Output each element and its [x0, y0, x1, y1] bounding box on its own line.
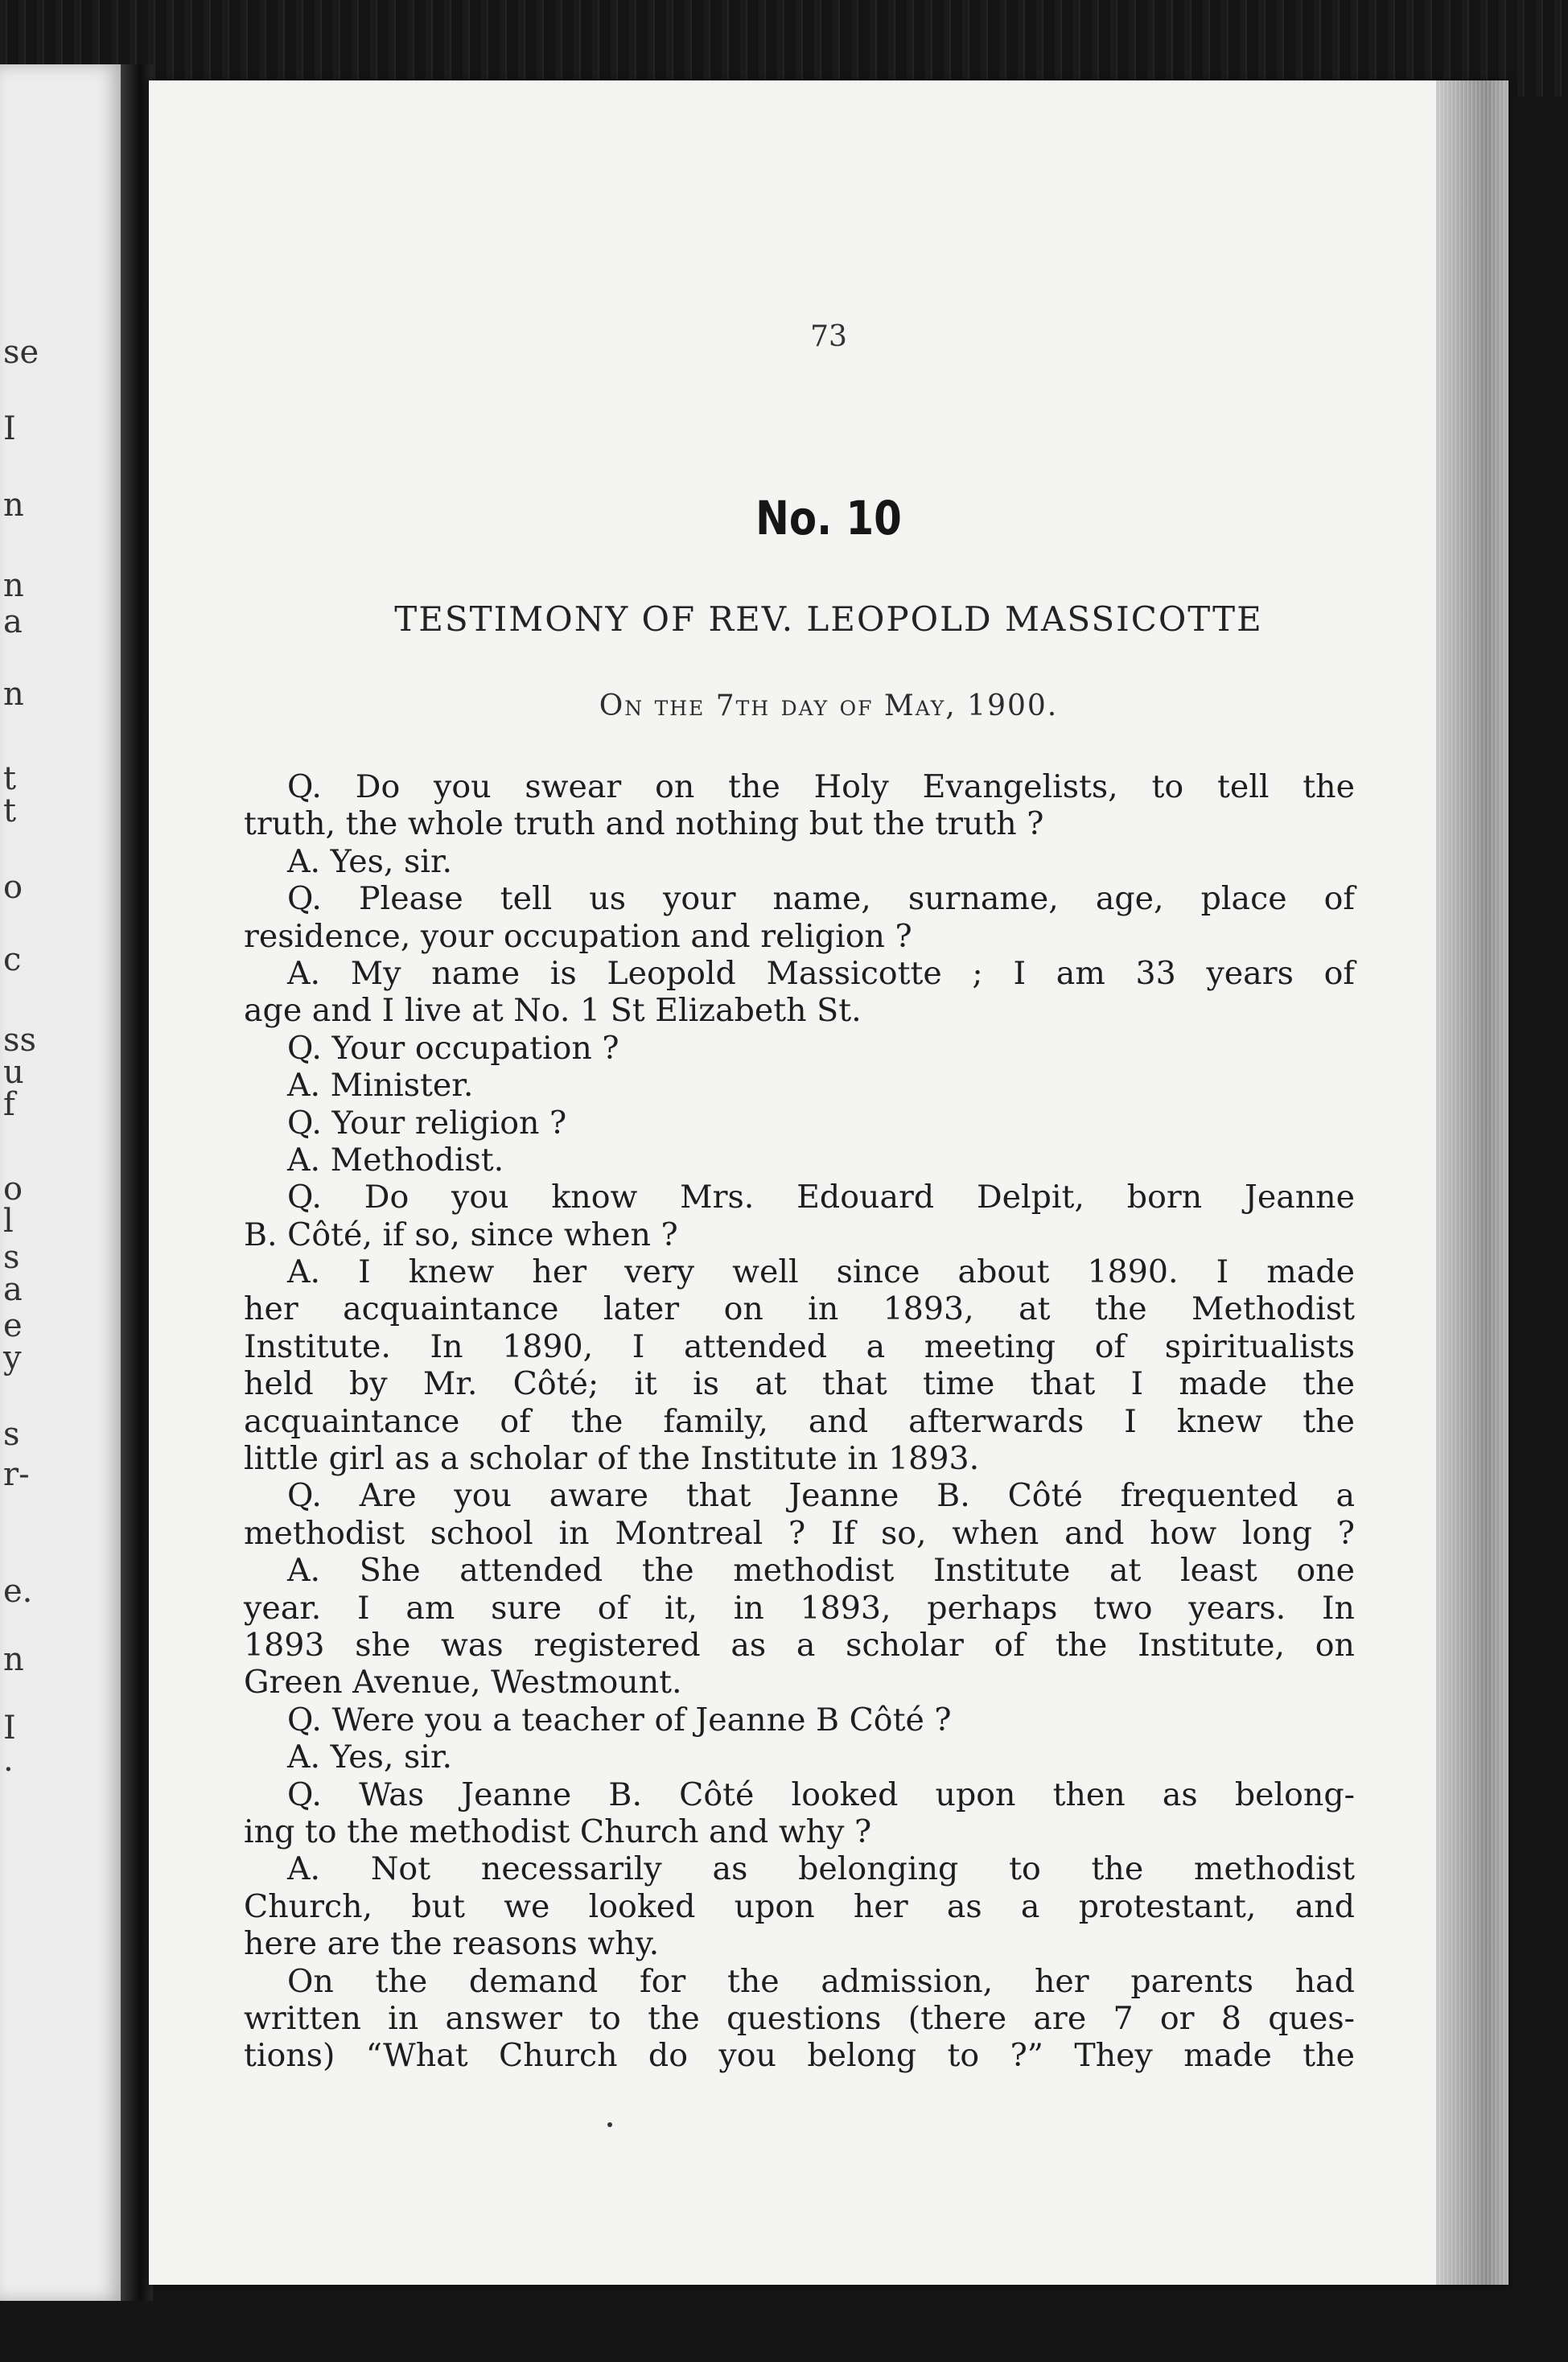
text-line: Institute. In 1890, I attended a meeting of spiritualists: [244, 1327, 1355, 1365]
text-line: A. Minister.: [287, 1067, 474, 1105]
text-line: Q. Are you aware that Jeanne B. Côté frequented a: [287, 1477, 1355, 1515]
date-line: On the 7th day of May, 1900.: [599, 689, 1059, 722]
text-line: Q. Do you swear on the Holy Evangelists, to tell the: [287, 768, 1355, 805]
text-line: Q. Do you know Mrs. Edouard Delpit, born Jeanne: [287, 1179, 1355, 1216]
adjacent-page-fragment: t: [3, 792, 17, 829]
adjacent-page-fragment: .: [3, 1742, 14, 1779]
text-line: acquaintance of the family, and afterwards I knew the: [244, 1402, 1355, 1440]
text-line: A. She attended the methodist Institute at least one: [287, 1552, 1355, 1590]
adjacent-page-fragment: s: [3, 1416, 20, 1453]
page-gutter: [121, 64, 153, 2301]
adjacent-page-fragment: n: [3, 1641, 24, 1678]
adjacent-page-fragment: u: [3, 1054, 24, 1091]
adjacent-page-fragment: o: [3, 1171, 23, 1208]
adjacent-page-fragment: I: [3, 410, 16, 447]
text-line: age and I live at No. 1 St Elizabeth St.: [244, 992, 862, 1030]
page-number: 73: [810, 320, 847, 353]
adjacent-page-fragment: l: [3, 1203, 14, 1240]
text-line: tions) “What Church do you belong to ?” They made the: [244, 2037, 1355, 2075]
adjacent-page-fragment: o: [3, 869, 23, 906]
text-line: A. Yes, sir.: [287, 842, 453, 880]
text-line: held by Mr. Côté; it is at that time that I made the: [244, 1365, 1355, 1403]
text-line: Q. Was Jeanne B. Côté looked upon then as belong-: [287, 1776, 1355, 1813]
text-line: truth, the whole truth and nothing but the truth ?: [244, 805, 1044, 843]
text-line: ing to the methodist Church and why ?: [244, 1813, 872, 1850]
text-line: here are the reasons why.: [244, 1925, 660, 1963]
adjacent-page-fragment: ss: [3, 1022, 37, 1059]
document-page: [149, 80, 1508, 2285]
text-line: Q. Your occupation ?: [287, 1029, 619, 1067]
adjacent-page-fragment: e.: [3, 1573, 33, 1610]
text-line: Green Avenue, Westmount.: [244, 1664, 682, 1702]
text-line: methodist school in Montreal ? If so, when and how long ?: [244, 1514, 1355, 1552]
text-line: Q. Your religion ?: [287, 1104, 567, 1142]
adjacent-page-fragment: y: [3, 1339, 22, 1376]
adjacent-page-fragment: f: [3, 1086, 15, 1123]
text-line: year. I am sure of it, in 1893, perhaps two years. In: [244, 1589, 1355, 1627]
adjacent-page-fragment: c: [3, 941, 22, 978]
page-edge: [1436, 80, 1508, 2285]
text-line: Q. Were you a teacher of Jeanne B Côté ?: [287, 1701, 952, 1739]
ink-dot: [607, 2122, 612, 2127]
adjacent-page-fragment: se: [3, 334, 39, 371]
adjacent-page-fragment: s: [3, 1239, 20, 1276]
adjacent-page-fragment: n: [3, 567, 24, 604]
text-line: Church, but we looked upon her as a protestant, and: [244, 1887, 1355, 1925]
adjacent-page-fragment: n: [3, 676, 24, 713]
text-line: A. Methodist.: [287, 1141, 504, 1179]
adjacent-page-fragment: I: [3, 1710, 16, 1747]
text-line: Q. Please tell us your name, surname, age, place of: [287, 880, 1355, 918]
text-line: A. Not necessarily as belonging to the methodist: [287, 1850, 1355, 1888]
text-line: A. I knew her very well since about 1890. I made: [287, 1253, 1355, 1291]
adjacent-page-fragment: a: [3, 1271, 23, 1308]
text-line: 1893 she was registered as a scholar of the Institute, on: [244, 1626, 1355, 1664]
adjacent-page-fragment: r-: [3, 1456, 30, 1493]
text-line: A. My name is Leopold Massicotte ; I am 33 years of: [287, 954, 1355, 992]
adjacent-page-strip: [0, 64, 121, 2301]
text-line: little girl as a scholar of the Institute in 1893.: [244, 1440, 980, 1478]
adjacent-page-fragment: a: [3, 603, 23, 640]
testimony-title: TESTIMONY OF REV. LEOPOLD MASSICOTTE: [394, 599, 1263, 639]
adjacent-page-fragment: e: [3, 1307, 23, 1344]
text-line: residence, your occupation and religion ?: [244, 917, 912, 955]
testimony-body: [244, 768, 1355, 2075]
text-line: On the demand for the admission, her parents had: [287, 1962, 1355, 2000]
text-line: A. Yes, sir.: [287, 1739, 453, 1776]
adjacent-page-fragment: n: [3, 487, 24, 524]
text-line: written in answer to the questions (there are 7 or 8 ques-: [244, 1999, 1355, 2037]
text-line: B. Côté, if so, since when ?: [244, 1216, 678, 1253]
text-line: her acquaintance later on in 1893, at the Methodist: [244, 1290, 1355, 1328]
section-heading: No. 10: [755, 491, 902, 545]
adjacent-page-fragment: t: [3, 760, 17, 797]
